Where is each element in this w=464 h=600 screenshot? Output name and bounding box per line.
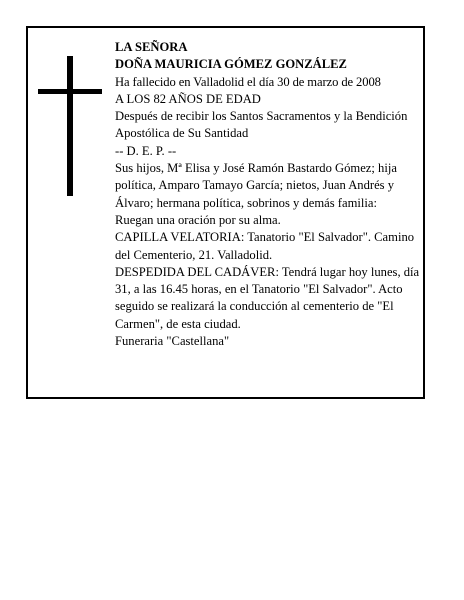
death-line: Ha fallecido en Valladolid el día 30 de marzo de 2008	[115, 74, 381, 89]
notice-title: LA SEÑORA	[115, 40, 188, 54]
funeral-home-line: Funeraria "Castellana"	[115, 334, 230, 349]
family-line: Sus hijos, Mª Elisa y José Ramón Bastardo Gómez; hija política, Amparo Tamayo García; nietos, Juan Andrés y Álvaro; hermana política, sobrinos y demás familia:	[115, 161, 397, 210]
chapel-line: CAPILLA VELATORIA: Tanatorio "El Salvador". Camino del Cementerio, 21. Valladolid.	[115, 230, 415, 262]
rip-line: -- D. E. P. --	[115, 143, 177, 158]
sacraments-line: Después de recibir los Santos Sacramentos y la Bendición Apostólica de Su Santidad	[115, 109, 408, 141]
cross-vertical-bar	[67, 56, 73, 196]
age-line: A LOS 82 AÑOS DE EDAD	[115, 91, 261, 106]
prayer-line: Ruegan una oración por su alma.	[115, 212, 281, 227]
deceased-name: DOÑA MAURICIA GÓMEZ GONZÁLEZ	[115, 57, 347, 72]
cross-horizontal-bar	[38, 89, 102, 94]
farewell-line: DESPEDIDA DEL CADÁVER: Tendrá lugar hoy lunes, día 31, a las 16.45 horas, en el Tanatorio "El Salvador". Acto seguido se realizará la conducción al cementerio de "El Carmen", de esta ciudad.	[115, 264, 420, 331]
obituary-notice	[26, 26, 425, 399]
notice-text	[115, 39, 425, 350]
